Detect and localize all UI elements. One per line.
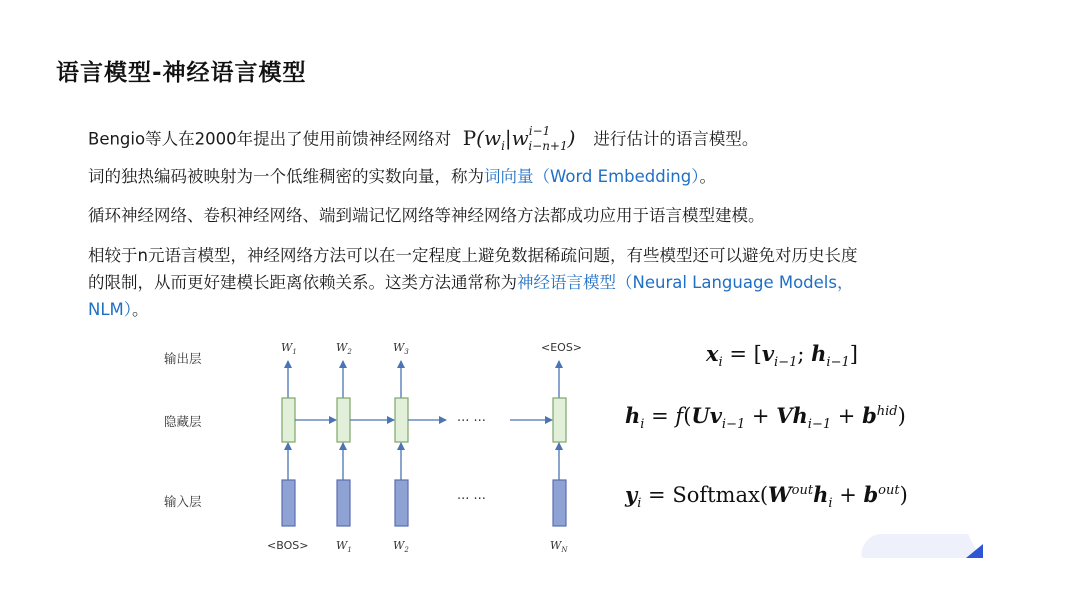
hidden-unit-2: [337, 398, 350, 442]
paragraph-1-after: 进行估计的语言模型。: [593, 129, 759, 149]
input-unit-4: [553, 480, 566, 526]
top-label-eos: <EOS>: [541, 341, 583, 354]
decorative-corner-shape: [858, 532, 983, 560]
paragraph-1-before: Bengio等人在2000年提出了使用前馈神经网络对: [88, 129, 452, 149]
input-layer-label: 输入层: [164, 494, 202, 509]
equation-2: $h_i = f(Uv_{i-1} + Vh_{i-1} + b^{hid})$: [625, 403, 906, 433]
top-label-w3: $W_3$: [393, 341, 409, 356]
equation-3: $y_i$ = $Softmax(W^{out}h_i + b^{out})$: [625, 482, 908, 512]
equation-1: $x_i = [v_{i-1}$; $h_{i-1}$]: [706, 341, 858, 371]
hidden-unit-3: [395, 398, 408, 442]
nlm-abbrev: NLM）: [88, 300, 133, 319]
output-layer-label: 输出层: [164, 351, 202, 366]
paragraph-4-line-1: 相较于n元语言模型，神经网络方法可以在一定程度上避免数据稀疏问题，有些模型还可以避免对历史长度: [88, 246, 858, 265]
bottom-label-w2: $W_2$: [393, 539, 409, 554]
hidden-ellipsis: ··· ···: [457, 414, 486, 429]
bottom-label-w1: $W_1$: [336, 539, 352, 554]
hidden-unit-1: [282, 398, 295, 442]
bottom-label-bos: <BOS>: [267, 539, 309, 552]
paragraph-2-before: 词的独热编码被映射为一个低维稠密的实数向量，称为: [88, 167, 484, 186]
hidden-layer-label: 隐藏层: [164, 414, 202, 429]
input-ellipsis: ··· ···: [457, 492, 486, 507]
top-label-w2: $W_2$: [336, 341, 352, 356]
nlm-term: 神经语言模型（Neural Language Models，: [517, 273, 854, 292]
hidden-unit-4: [553, 398, 566, 442]
word-embedding-term: 词向量（Word Embedding）: [484, 167, 700, 186]
top-label-w1: $W_1$: [281, 341, 297, 356]
input-unit-2: [337, 480, 350, 526]
slide-title: 语言模型-神经语言模型: [56, 60, 307, 86]
input-unit-3: [395, 480, 408, 526]
paragraph-3: 循环神经网络、卷积神经网络、端到端记忆网络等神经网络方法都成功应用于语言模型建模。: [88, 206, 765, 225]
bottom-label-wn: $W_N$: [550, 539, 568, 554]
input-unit-1: [282, 480, 295, 526]
paragraph-4-line-3-after: 。: [132, 300, 149, 319]
paragraph-2-after: 。: [699, 167, 716, 186]
paragraph-4-line-2-before: 的限制，从而更好建模长距离依赖关系。这类方法通常称为: [88, 273, 517, 292]
paragraph-1-formula: $P(w_i|w^{i-1}_{i-n+1})$: [462, 124, 589, 153]
